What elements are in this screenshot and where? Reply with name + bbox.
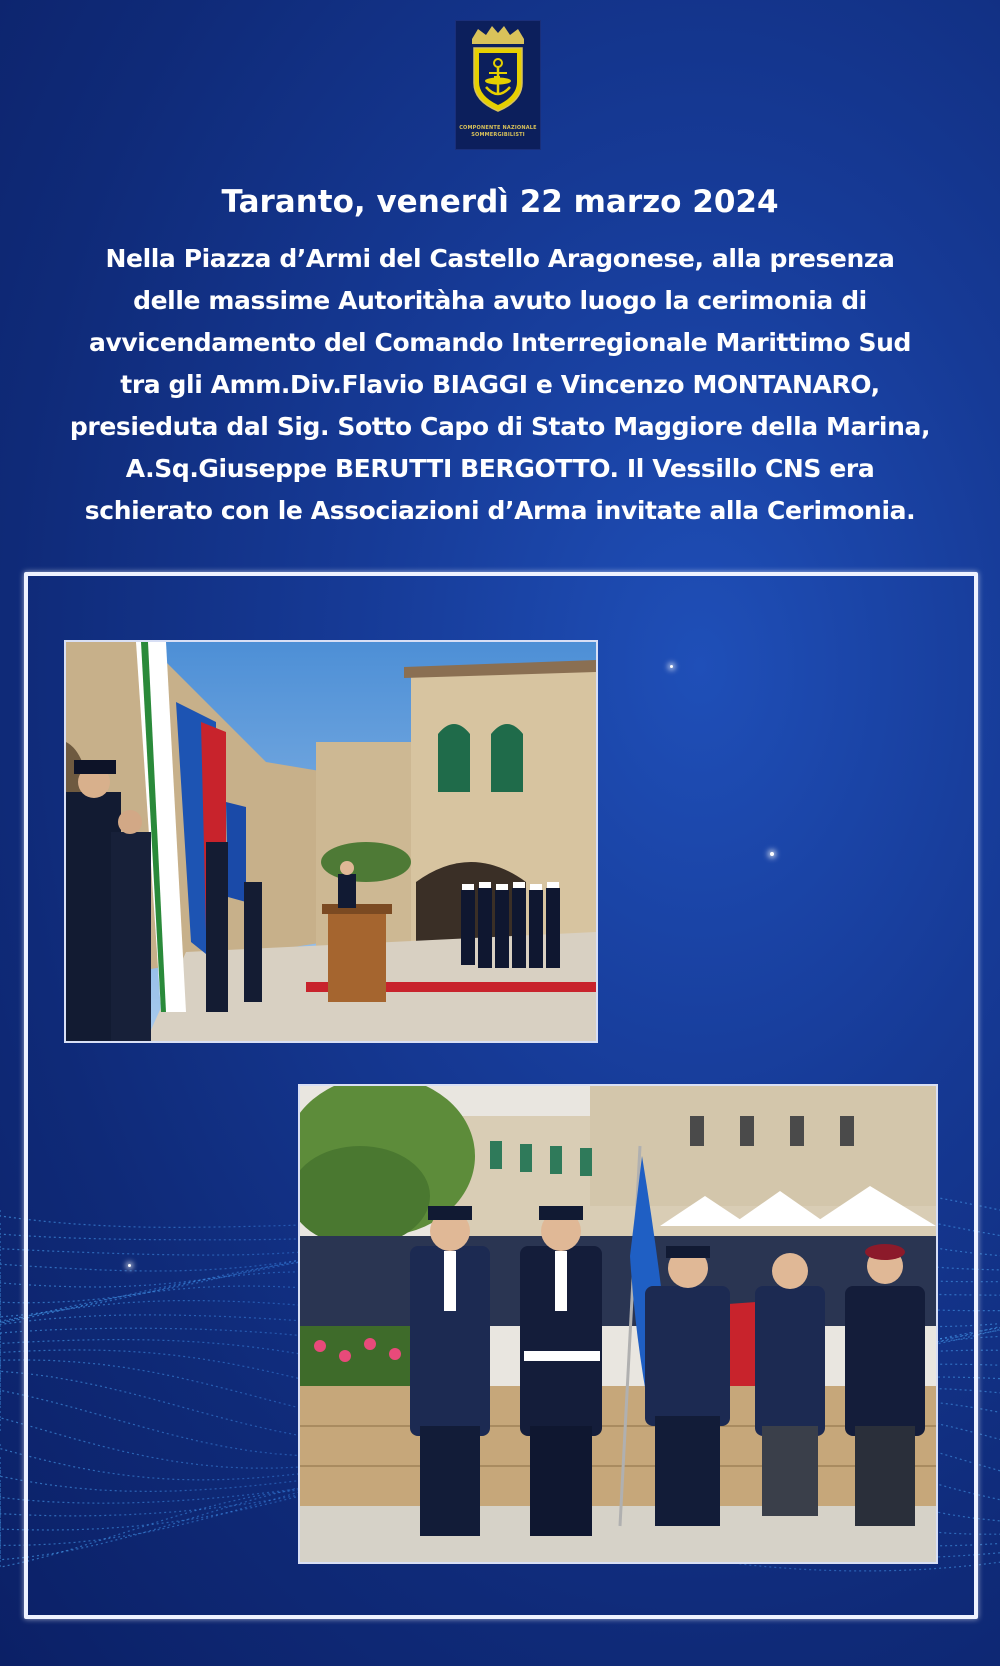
description-line: tra gli Amm.Div.Flavio BIAGGI e Vincenzo MONTANARO, — [120, 370, 880, 399]
crest-icon — [456, 21, 540, 121]
veterans-group-photo — [298, 1084, 938, 1564]
description-line: schierato con le Associazioni d’Arma invitate alla Cerimonia. — [84, 496, 916, 525]
ceremony-photo-courtyard — [64, 640, 598, 1043]
description-line: Nella Piazza d’Armi del Castello Aragonese, alla presenza — [105, 244, 895, 273]
cns-logo — [455, 20, 541, 150]
event-description — [0, 238, 1000, 532]
description-line: A.Sq.Giuseppe BERUTTI BERGOTTO. Il Vessillo CNS era — [125, 454, 875, 483]
description-line: avvicendamento del Comando Interregionale Marittimo Sud — [88, 328, 912, 357]
description-line: presieduta dal Sig. Sotto Capo di Stato Maggiore della Marina, — [69, 412, 931, 441]
date-heading: Taranto, venerdì 22 marzo 2024 — [221, 184, 779, 220]
logo-caption-line2: SOMMERGIBILISTI — [471, 132, 525, 138]
description-line: delle massime Autoritàha avuto luogo la cerimonia di — [133, 286, 867, 315]
logo-caption-line1: COMPONENTE NAZIONALE — [459, 125, 537, 131]
